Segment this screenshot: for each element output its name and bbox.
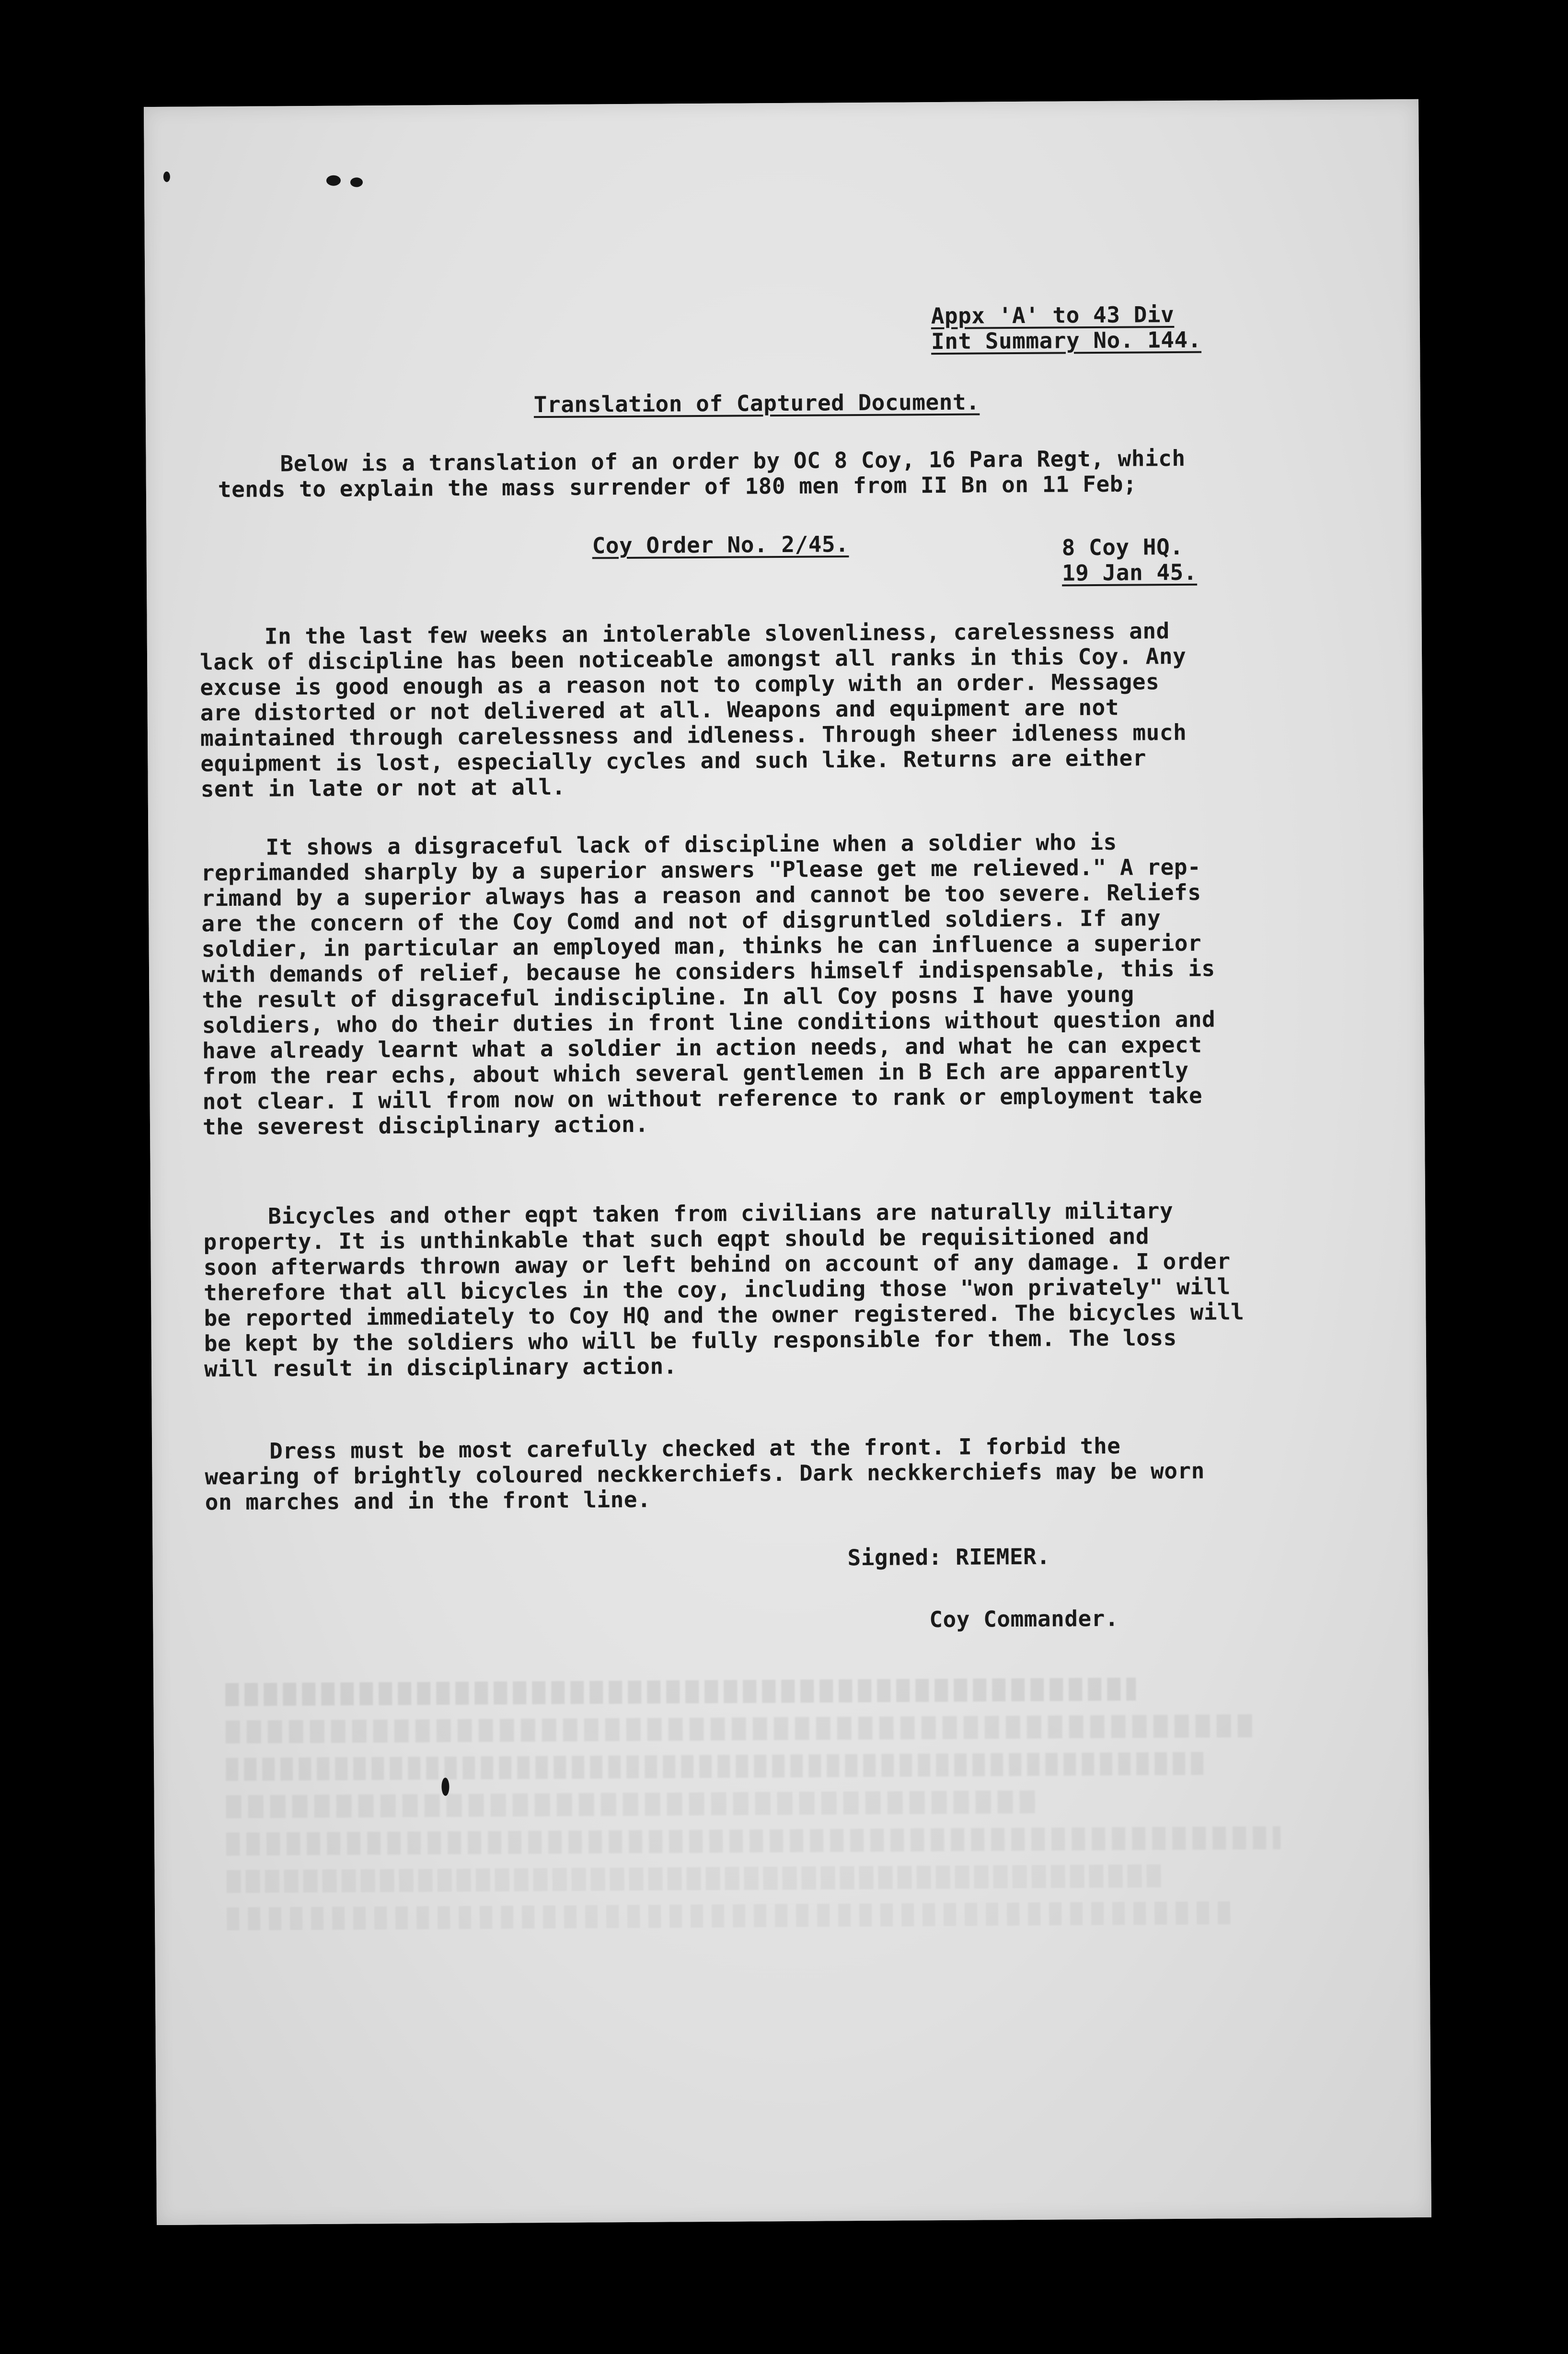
ink-smudge — [163, 172, 170, 182]
order-hq: 8 Coy HQ. — [1061, 533, 1184, 561]
paragraph-line: sent in late or not at all. — [200, 773, 566, 802]
paragraph-line: It shows a disgraceful lack of discipline when a soldier who is — [265, 829, 1117, 860]
order-date: 19 Jan 45. — [1061, 559, 1198, 586]
paragraph-line: with demands of relief, because he considers himself indispensable, this is — [201, 955, 1215, 988]
order-title: Coy Order No. 2/45. — [592, 531, 849, 559]
paragraph-line: In the last few weeks an intolerable slovenliness, carelessness and — [264, 618, 1170, 649]
paragraph-2 — [201, 828, 1353, 1140]
paragraph-line: the severest disciplinary action. — [202, 1111, 649, 1140]
paragraph-line: are distorted or not delivered at all. Weapons and equipment are not — [200, 694, 1119, 726]
bleed-through — [225, 1676, 1330, 2162]
paragraph-line: on marches and in the front line. — [205, 1486, 651, 1515]
paragraph-line: excuse is good enough as a reason not to comply with an order. Messages — [200, 669, 1160, 701]
paragraph-line: be kept by the soldiers who will be fully responsible for them. The loss — [204, 1325, 1177, 1357]
paragraph-4 — [205, 1432, 1355, 1515]
intro-line: Below is a translation of an order by OC 8 Coy, 16 Para Regt, which — [280, 445, 1186, 477]
paragraph-line: soon afterwards thrown away or left behind on account of any damage. I order — [203, 1248, 1231, 1281]
paragraph-line: are the concern of the Coy Comd and not of disgruntled soldiers. If any — [201, 905, 1161, 937]
appendix-line-1: Appx 'A' to 43 Div — [931, 301, 1175, 329]
paragraph-line: not clear. I will from now on without reference to rank or employment take — [202, 1082, 1203, 1115]
paragraph-line: wearing of brightly coloured neckkerchiefs. Dark neckkerchiefs may be worn — [205, 1457, 1205, 1490]
paragraph-line: Dress must be most carefully checked at the front. I forbid the — [269, 1432, 1121, 1464]
paragraph-line: be reported immediately to Coy HQ and the owner registered. The bicycles will — [204, 1299, 1245, 1331]
paragraph-line: soldier, in particular an employed man, thinks he can influence a superior — [201, 930, 1202, 962]
intro-paragraph — [218, 445, 1325, 502]
paragraph-line: have already learnt what a soldier in action needs, and what he can expect — [202, 1031, 1202, 1064]
appendix-line-2: Int Summary No. 144. — [931, 326, 1202, 355]
paragraph-line: lack of discipline has been noticeable amongst all ranks in this Coy. Any — [199, 643, 1187, 675]
paragraph-line: maintained through carelessness and idleness. Through sheer idleness much — [200, 719, 1187, 751]
paragraph-line: soldiers, who do their duties in front line conditions without question and — [202, 1006, 1216, 1039]
order-origin — [1062, 534, 1198, 586]
paragraph-line: rimand by a superior always has a reason and cannot be too severe. Reliefs — [201, 879, 1201, 912]
paragraph-line: equipment is lost, especially cycles and such like. Returns are either — [200, 745, 1147, 777]
paragraph-line: reprimanded sharply by a superior answers "Please get me relieved." A rep- — [201, 854, 1201, 886]
paragraph-line: the result of disgraceful indiscipline. In all Coy posns I have young — [202, 981, 1134, 1013]
signatory-role: Coy Commander. — [929, 1605, 1119, 1633]
paragraph-3 — [203, 1197, 1354, 1382]
paragraph-line: will result in disciplinary action. — [204, 1353, 678, 1382]
ink-smudge — [350, 177, 363, 187]
paragraph-line: therefore that all bicycles in the coy, including those "won privately" will — [203, 1273, 1231, 1306]
appendix-reference — [931, 302, 1202, 354]
paragraph-line: Bicycles and other eqpt taken from civilians are naturally military — [268, 1198, 1174, 1229]
document-page — [144, 99, 1431, 2225]
ink-smudge — [441, 1777, 449, 1796]
paragraph-1 — [200, 617, 1351, 802]
paragraph-line: property. It is unthinkable that such eqpt should be requisitioned and — [203, 1223, 1150, 1255]
intro-line: tends to explain the mass surrender of 180 men from II Bn on 11 Feb; — [218, 471, 1137, 503]
document-title: Translation of Captured Document. — [533, 389, 980, 418]
paragraph-line: from the rear echs, about which several gentlemen in B Ech are apparently — [202, 1057, 1189, 1089]
signature-line: Signed: RIEMER. — [847, 1543, 1050, 1571]
ink-smudge — [326, 175, 341, 186]
